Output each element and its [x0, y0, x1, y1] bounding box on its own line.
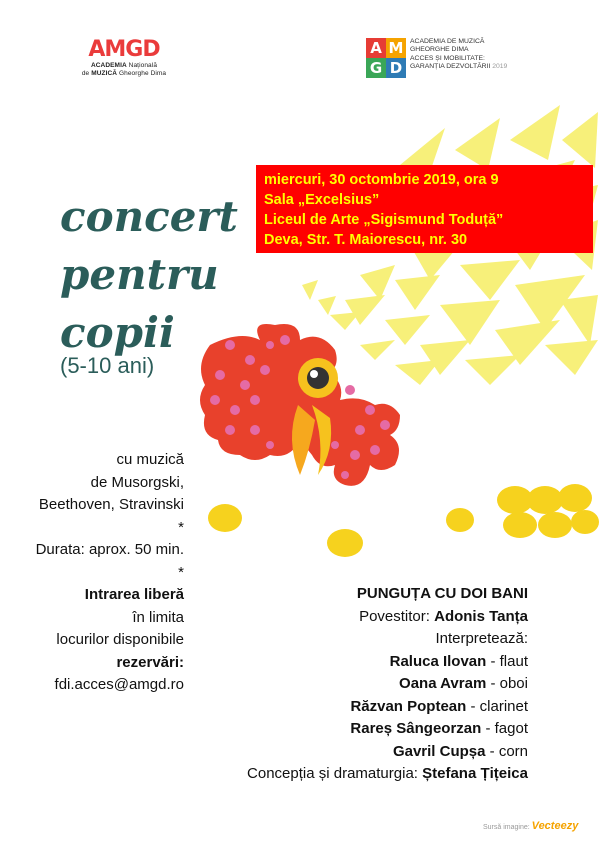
title-line-1: concert — [60, 192, 238, 241]
performer-row: Rareș Sângeorzan - fagot — [350, 720, 528, 737]
narrator-line: Povestitor: Adonis Tanța — [359, 607, 528, 625]
program-name-text: ACADEMIA DE MUZICĂ GHEORGHE DIMA ACCES ȘI MOBILITATE: GARANȚIA DEZVOLTĂRII 2019 — [410, 38, 508, 70]
amgd-letter-grid — [366, 38, 406, 78]
event-address: Deva, Str. T. Maiorescu, nr. 30 — [264, 232, 468, 248]
performer-row: Raluca Ilovan - flaut — [389, 652, 528, 670]
program-info — [230, 583, 528, 786]
title-line-2: pentru — [60, 250, 219, 299]
booking-email[interactable]: fdi.acces@amgd.ro — [54, 676, 184, 693]
logo-letter-g: G — [366, 58, 386, 78]
event-school: Liceul de Arte „Sigismund Toduță” — [264, 212, 504, 228]
performer-row: Oana Avram - oboi — [399, 675, 528, 692]
logo-letter-d: D — [386, 58, 406, 78]
logo-letter-m: M — [386, 38, 406, 58]
concert-info: cu muzică de Musorgski, Beethoven, Stravinski * Durata: aprox. 50 min. * Intrarea liberă în limita locurilor disponibile rezervări: fdi.acces@amgd.ro — [20, 449, 184, 697]
separator: * — [178, 518, 184, 536]
academy-name-line1: ACADEMIA Națională — [90, 62, 158, 69]
age-range: (5-10 ani) — [60, 353, 155, 378]
performer-row: Răzvan Poptean - clarinet — [350, 697, 528, 715]
booking-label: rezervări: — [116, 653, 184, 671]
concept-line: Concepția și dramaturgia: Ștefana Țițeica — [247, 765, 528, 782]
program-title: PUNGUȚA CU DOI BANI — [356, 585, 528, 602]
academy-name-line2: de MUZICĂ Gheorghe Dima — [81, 70, 167, 77]
separator: * — [178, 563, 184, 581]
event-details-box — [256, 165, 593, 253]
logo-letter-a: A — [366, 38, 386, 58]
amgd-logo-left — [74, 38, 174, 78]
title-line-3: copii — [60, 308, 175, 357]
performer-row: Gavril Cupșa - corn — [392, 742, 528, 760]
amgd-logo-mark: AMGD — [88, 37, 160, 62]
event-hall: Sala „Excelsius” — [264, 192, 380, 208]
entry-free: Intrarea liberă — [84, 586, 184, 603]
concert-title — [60, 188, 238, 362]
duration: Durata: aprox. 50 min. — [35, 541, 184, 558]
gold-coins — [208, 484, 599, 557]
image-credit: Sursă imagine: Vecteezy — [483, 820, 579, 832]
event-date: miercuri, 30 octombrie 2019, ora 9 — [264, 172, 499, 188]
performers-label: Interpretează: — [435, 630, 528, 647]
